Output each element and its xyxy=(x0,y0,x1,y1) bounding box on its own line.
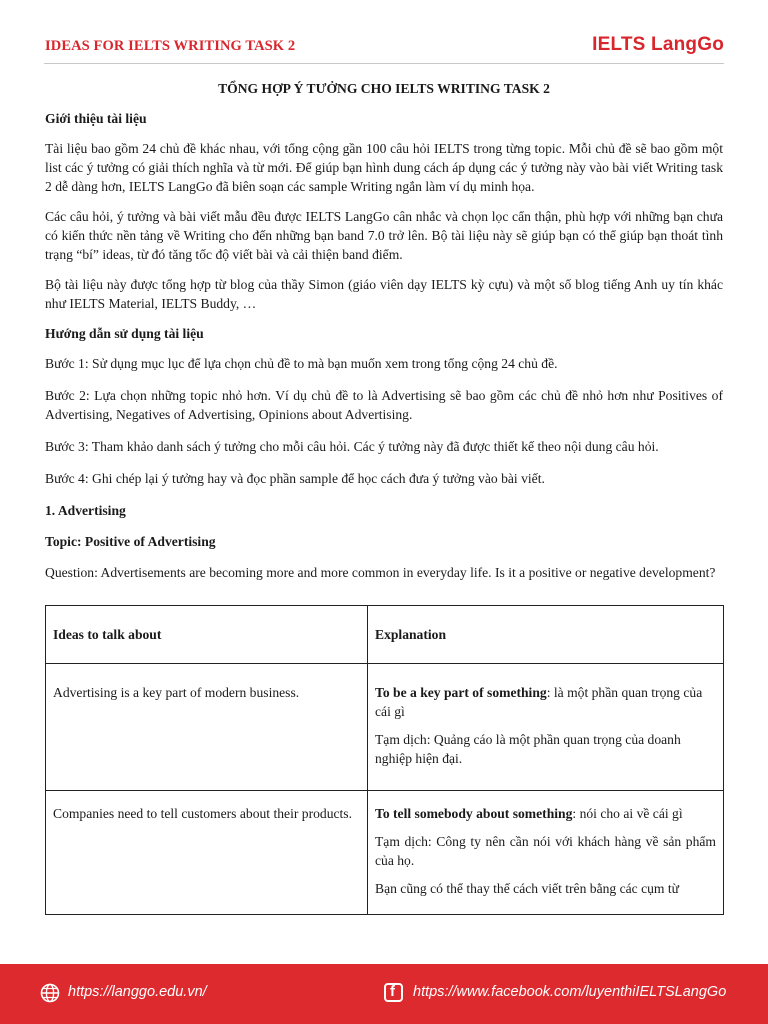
globe-icon xyxy=(40,983,60,1003)
website-link[interactable]: https://langgo.edu.vn/ xyxy=(68,984,207,1000)
explanation-phrase-line xyxy=(375,683,716,721)
intro-paragraph: Tài liệu bao gồm 24 chủ đề khác nhau, với tổng cộng gần 100 câu hỏi IELTS trong từng topic. Mỗi chủ đề sẽ bao gồm một list các ý tưởng có giải thích nghĩa và từ mới. Để giúp bạn hình dung cách áp dụng các ý tưởng này vào bài viết Writing task 2 dễ dàng hơn, IELTS LangGo đã biên soạn các sample Writing ngắn làm ví dụ minh họa. xyxy=(45,141,723,194)
step-item: Bước 3: Tham khảo danh sách ý tưởng cho mỗi câu hỏi. Các ý tưởng này đã được thiết kế theo nội dung câu hỏi. xyxy=(45,439,659,454)
guide-heading: Hướng dẫn sử dụng tài liệu xyxy=(45,326,204,341)
table-row xyxy=(46,664,724,791)
intro-heading: Giới thiệu tài liệu xyxy=(45,111,147,126)
page-footer xyxy=(0,964,768,1024)
phrase-text: To tell somebody about something xyxy=(375,806,573,821)
explanation-phrase-line xyxy=(375,804,716,823)
facebook-link[interactable]: https://www.facebook.com/luyenthiIELTSLangGo xyxy=(413,984,727,1000)
header-title: IDEAS FOR IELTS WRITING TASK 2 xyxy=(45,38,296,54)
topic-heading: Topic: Positive of Advertising xyxy=(45,534,216,549)
idea-text: Advertising is a key part of modern business. xyxy=(53,685,300,700)
intro-paragraph: Các câu hỏi, ý tưởng và bài viết mẫu đều được IELTS LangGo cân nhắc và chọn lọc cẩn thận, phù hợp với những bạn chưa có kiến thức nền tảng về Writing cho đến những bạn band 7.0 trở lên. Bộ tài liệu này sẽ giúp bạn có thể giúp bạn thoát tình trạng “bí” ideas, từ đó tăng tốc độ viết bài và cải thiện band điểm. xyxy=(45,209,723,262)
step-item: Bước 2: Lựa chọn những topic nhỏ hơn. Ví dụ chủ đề to là Advertising sẽ bao gồm các chủ đề nhỏ hơn như Positives of Advertising, Negatives of Advertising, Opinions about Advertising. xyxy=(45,388,723,422)
step-item: Bước 4: Ghi chép lại ý tưởng hay và đọc phần sample để học cách đưa ý tưởng vào bài viết. xyxy=(45,471,545,486)
facebook-icon: f xyxy=(384,983,403,1002)
meaning-text: : là một phần quan trọng của cái gì xyxy=(375,685,703,719)
translation-text: Tạm dịch: Công ty nên cần nói với khách hàng về sản phẩm của họ. xyxy=(375,834,716,868)
translation-text: Tạm dịch: Quảng cáo là một phần quan trọng của doanh nghiệp hiện đại. xyxy=(375,732,681,766)
idea-cell xyxy=(46,791,368,915)
brand-logo: IELTS LangGo xyxy=(592,34,724,55)
idea-cell xyxy=(46,664,368,791)
explanation-cell xyxy=(368,664,724,791)
phrase-text: To be a key part of something xyxy=(375,685,547,700)
document-body xyxy=(45,79,723,593)
page-header xyxy=(44,30,724,64)
idea-text: Companies need to tell customers about their products. xyxy=(53,806,352,821)
explanation-cell xyxy=(368,791,724,915)
translation-text: Bạn cũng có thể thay thế cách viết trên bằng các cụm từ xyxy=(375,881,680,896)
meaning-text: : nói cho ai về cái gì xyxy=(572,806,683,821)
step-item: Bước 1: Sử dụng mục lục để lựa chọn chủ đề to mà bạn muốn xem trong tổng cộng 24 chủ đề. xyxy=(45,356,558,371)
header-explanation: Explanation xyxy=(368,606,724,664)
ideas-table xyxy=(45,605,724,915)
section-heading: 1. Advertising xyxy=(45,503,126,518)
intro-paragraph: Bộ tài liệu này được tổng hợp từ blog của thầy Simon (giáo viên dạy IELTS kỳ cựu) và một số blog tiếng Anh uy tín khác như IELTS Material, IELTS Buddy, … xyxy=(45,277,723,311)
table-header-row xyxy=(46,606,724,664)
header-ideas: Ideas to talk about xyxy=(46,606,368,664)
table-row xyxy=(46,791,724,915)
document-title: TỔNG HỢP Ý TƯỞNG CHO IELTS WRITING TASK 2 xyxy=(218,81,550,96)
question-text: Question: Advertisements are becoming more and more common in everyday life. Is it a positive or negative development? xyxy=(45,565,716,580)
